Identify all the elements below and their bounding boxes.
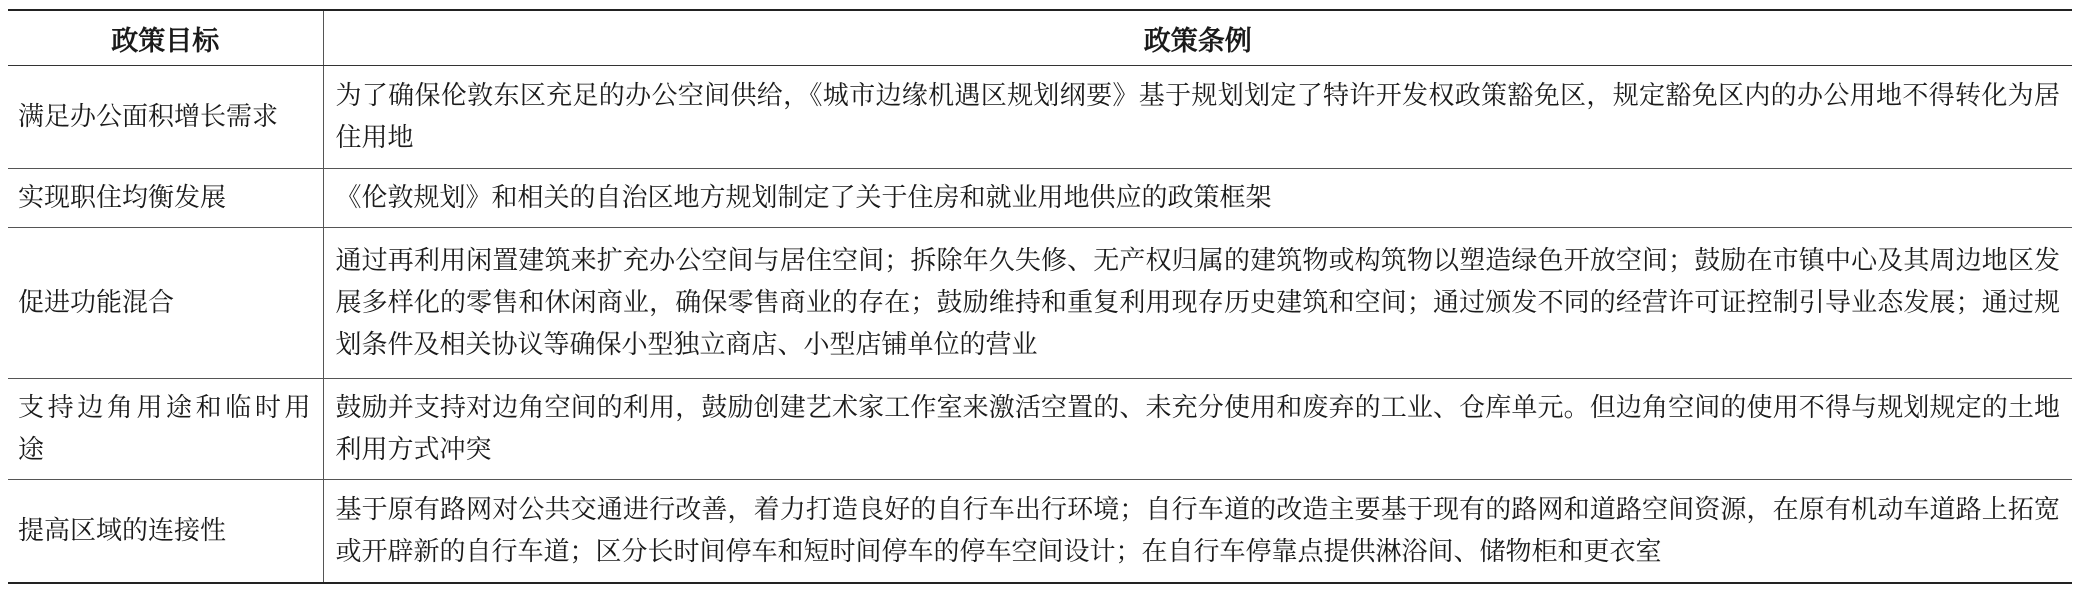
row-goal-cell: 提高区域的连接性: [8, 480, 323, 584]
table-row: [8, 228, 2072, 379]
row-clause-cell: 《伦敦规划》和相关的自治区地方规划制定了关于住房和就业用地供应的政策框架: [323, 169, 2072, 228]
row-goal-cell: 支持边角用途和临时用途: [8, 379, 323, 480]
row-clause-cell: 鼓励并支持对边角空间的利用，鼓励创建艺术家工作室来激活空置的、未充分使用和废弃的工业、仓库单元。但边角空间的使用不得与规划规定的土地利用方式冲突: [323, 379, 2072, 480]
policy-table: [8, 9, 2072, 584]
row-clause-cell: 为了确保伦敦东区充足的办公空间供给，《城市边缘机遇区规划纲要》基于规划划定了特许开发权政策豁免区，规定豁免区内的办公用地不得转化为居住用地: [323, 66, 2072, 169]
row-goal-cell: 促进功能混合: [8, 228, 323, 379]
table-row: [8, 169, 2072, 228]
row-goal-cell: 实现职住均衡发展: [8, 169, 323, 228]
table-row: [8, 66, 2072, 169]
header-policy-clause: 政策条例: [323, 10, 2072, 66]
table-row: [8, 480, 2072, 584]
row-goal-cell: 满足办公面积增长需求: [8, 66, 323, 169]
header-row: [8, 10, 2072, 66]
table-row: [8, 379, 2072, 480]
row-clause-cell: 通过再利用闲置建筑来扩充办公空间与居住空间；拆除年久失修、无产权归属的建筑物或构筑物以塑造绿色开放空间；鼓励在市镇中心及其周边地区发展多样化的零售和休闲商业，确保零售商业的存在；鼓励维持和重复利用现存历史建筑和空间；通过颁发不同的经营许可证控制引导业态发展；通过规划条件及相关协议等确保小型独立商店、小型店铺单位的营业: [323, 228, 2072, 379]
header-policy-goal: 政策目标: [8, 10, 323, 66]
row-clause-cell: 基于原有路网对公共交通进行改善，着力打造良好的自行车出行环境；自行车道的改造主要基于现有的路网和道路空间资源，在原有机动车道路上拓宽或开辟新的自行车道；区分长时间停车和短时间停车的停车空间设计；在自行车停靠点提供淋浴间、储物柜和更衣室: [323, 480, 2072, 584]
